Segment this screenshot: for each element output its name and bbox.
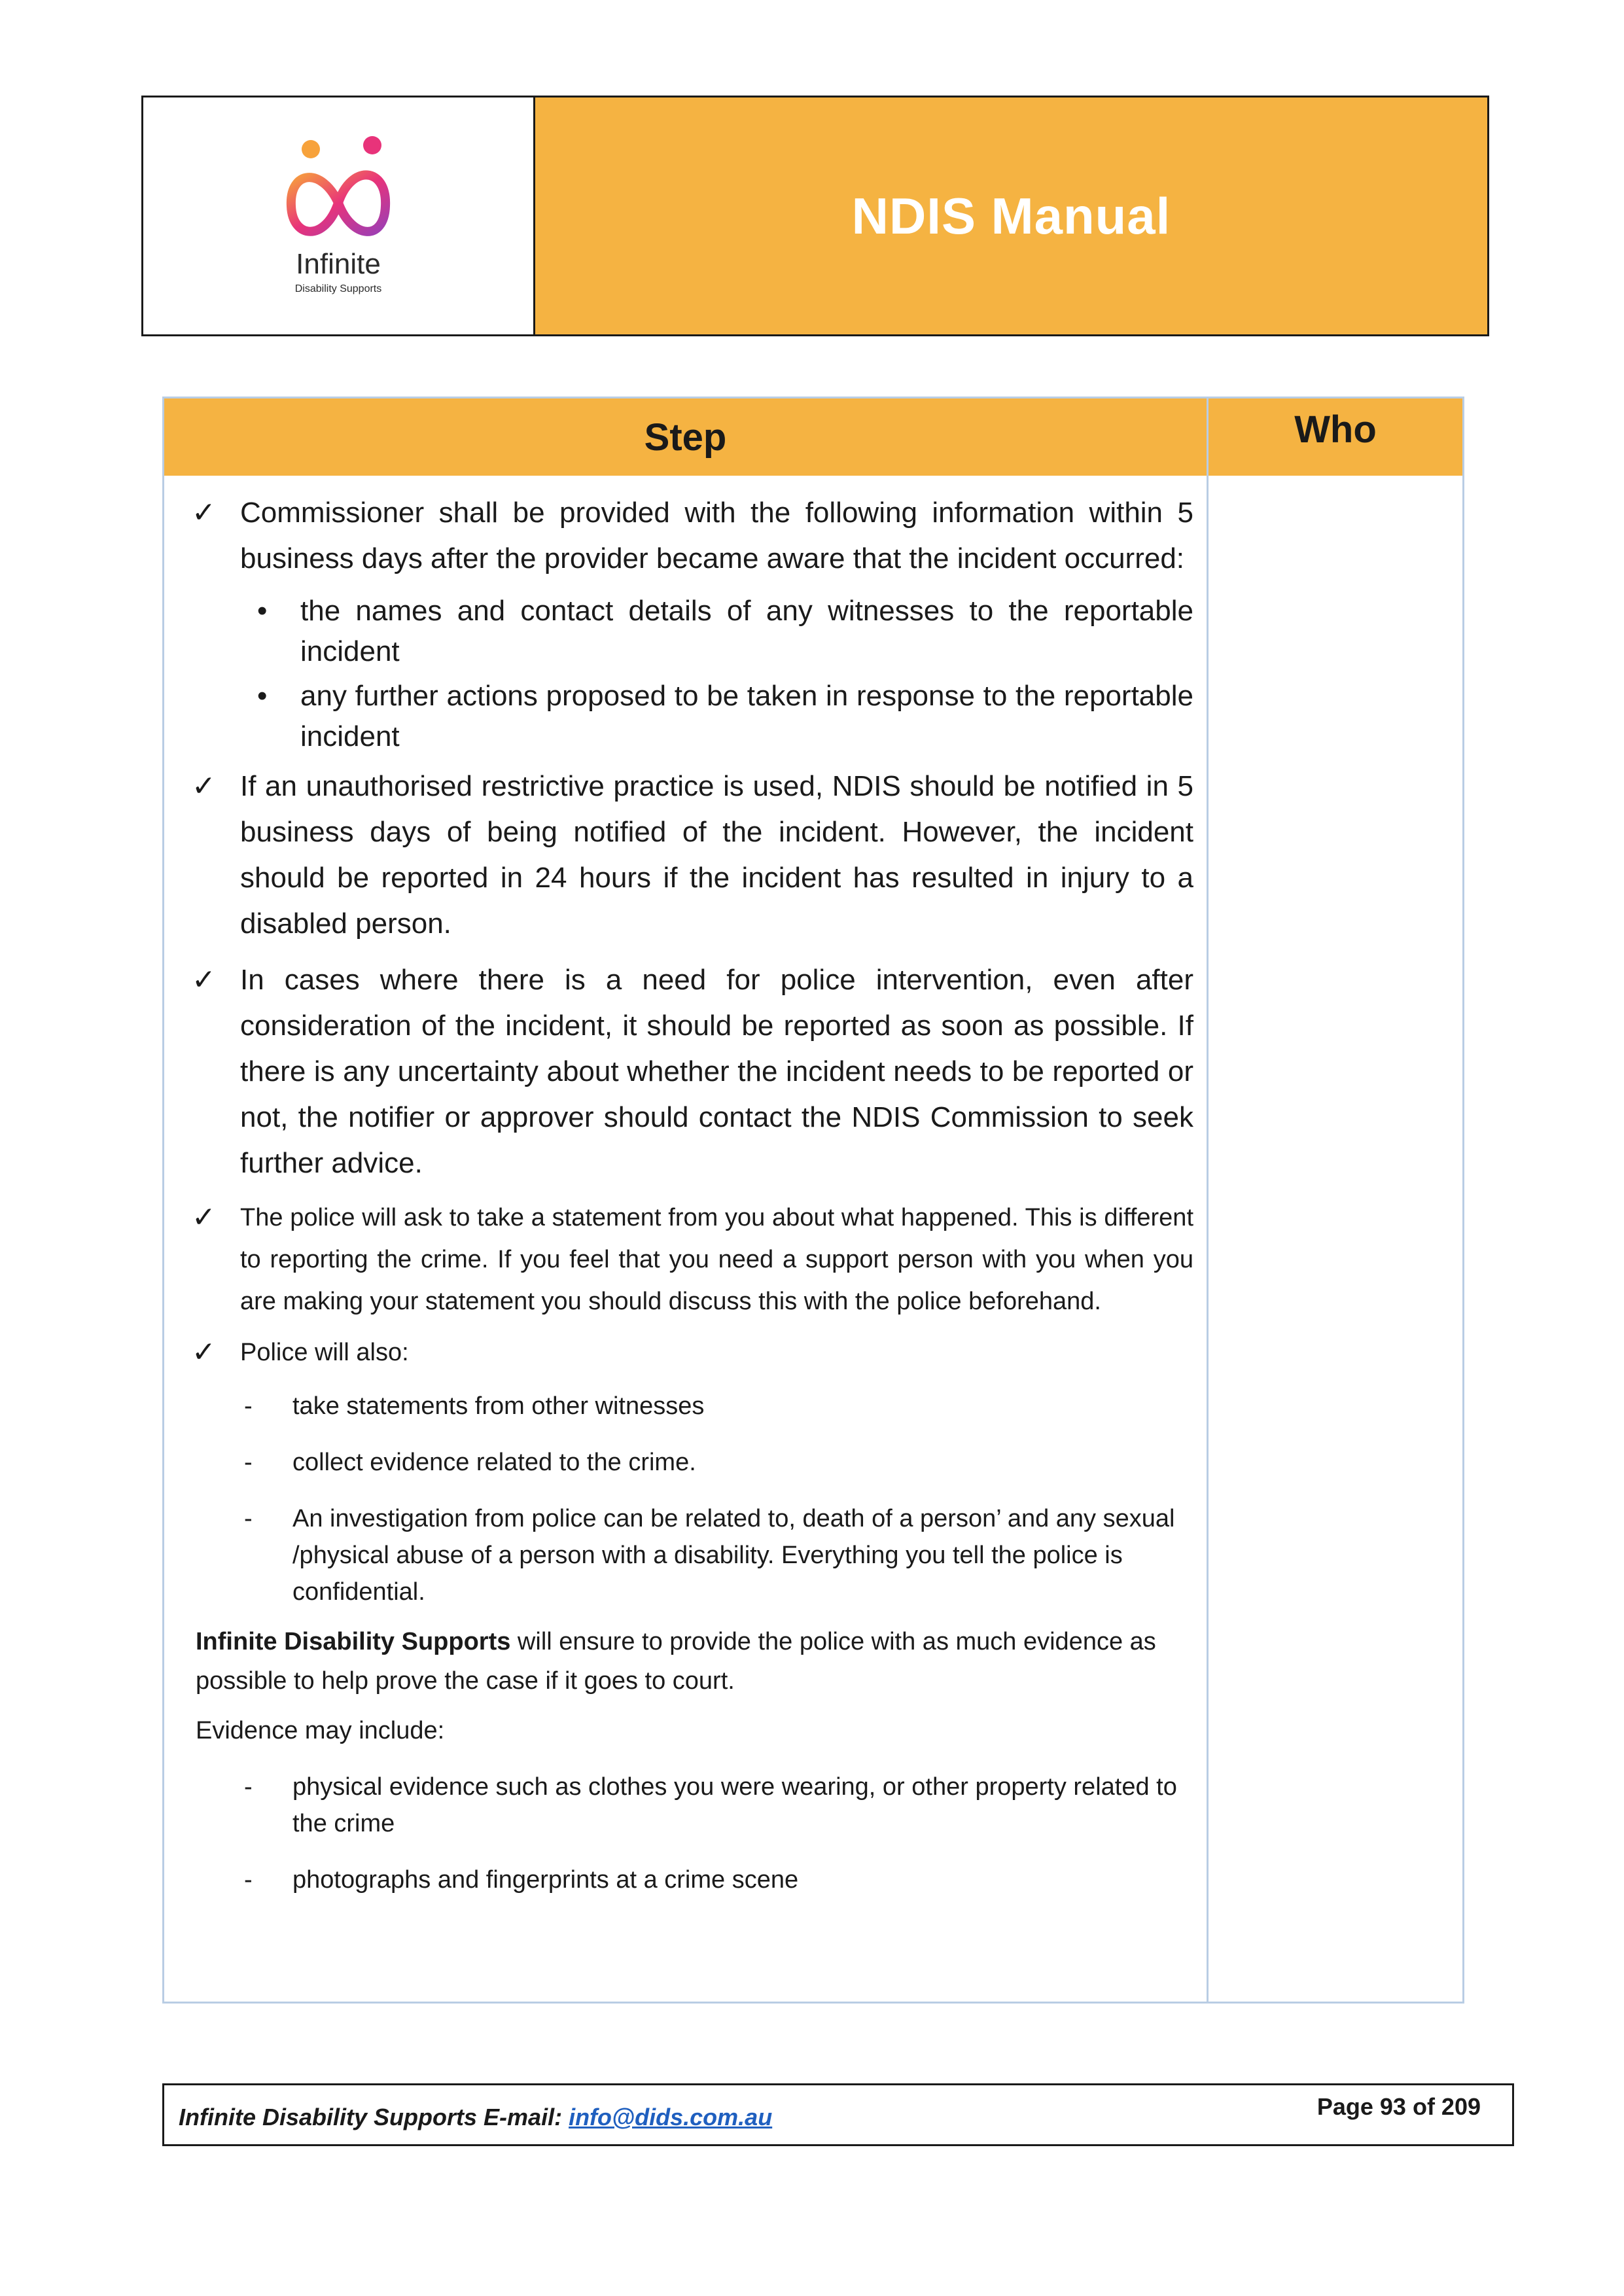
dash-item	[179, 1444, 1193, 1481]
bullet-icon: •	[257, 680, 268, 712]
footer-org-label: Infinite Disability Supports E-mail:	[179, 2104, 569, 2130]
footer-contact	[179, 2104, 772, 2131]
org-paragraph	[179, 1622, 1193, 1701]
paragraph: In cases where there is a need for police intervention, even after consideration of the incident, it should be reported as soon as possible. If there is any uncertainty about whether the incident needs to be reported or not, the notifier or approver should contact the NDIS Commission to seek further advice.	[240, 964, 1193, 1179]
check-icon: ✓	[192, 497, 216, 529]
bullet-icon: •	[257, 595, 268, 627]
logo-cell	[143, 97, 535, 334]
dash-item	[179, 1769, 1193, 1842]
check-item	[179, 490, 1193, 582]
paragraph: the names and contact details of any witnesses to the reportable incident	[300, 595, 1193, 667]
dash-icon: -	[244, 1866, 253, 1894]
paragraph: Police will also:	[240, 1339, 409, 1366]
paragraph: photographs and fingerprints at a crime scene	[292, 1866, 799, 1894]
table-body	[164, 476, 1462, 2002]
logo-word: Infinite	[296, 248, 381, 280]
check-item	[179, 957, 1193, 1186]
dash-icon: -	[244, 1449, 253, 1476]
table-header	[164, 398, 1462, 476]
bullet-item	[179, 591, 1193, 672]
paragraph: take statements from other witnesses	[292, 1392, 705, 1420]
org-text: will ensure to provide the police with as much evidence as possible to help prove the case if it goes to court.	[196, 1628, 1156, 1695]
procedure-table	[162, 397, 1464, 2004]
bullet-item	[179, 676, 1193, 757]
who-cell	[1209, 476, 1462, 2002]
check-icon: ✓	[192, 1201, 216, 1233]
org-name: Infinite Disability Supports	[196, 1628, 511, 1655]
page-footer	[162, 2083, 1514, 2146]
check-icon: ✓	[192, 964, 216, 996]
step-cell	[164, 476, 1209, 2002]
column-header-who: Who	[1294, 408, 1377, 451]
title-cell	[535, 97, 1487, 334]
paragraph: Commissioner shall be provided with the following information within 5 business days after the provider became aware that the incident occurred:	[240, 497, 1193, 574]
check-item	[179, 1197, 1193, 1322]
evidence-intro: Evidence may include:	[196, 1717, 445, 1744]
dash-icon: -	[244, 1392, 253, 1420]
dash-item	[179, 1500, 1193, 1610]
check-item	[179, 764, 1193, 947]
dash-item	[179, 1862, 1193, 1898]
page-title: NDIS Manual	[851, 186, 1171, 245]
check-icon: ✓	[192, 770, 216, 802]
column-header-step: Step	[164, 398, 1209, 476]
paragraph: any further actions proposed to be taken in response to the reportable incident	[300, 680, 1193, 752]
check-item	[179, 1332, 1193, 1373]
paragraph: physical evidence such as clothes you were wearing, or other property related to the crime	[292, 1773, 1177, 1837]
page-number: Page 93 of 209	[1316, 2093, 1481, 2120]
dash-icon: -	[244, 1505, 253, 1532]
paragraph: If an unauthorised restrictive practice is used, NDIS should be notified in 5 business days of being notified of the incident. However, the incident should be reported in 24 hours if the incident has resulted in injury to a disabled person.	[240, 770, 1193, 940]
paragraph: An investigation from police can be related to, death of a person’ and any sexual /physical abuse of a person with a disability. Everything you tell the police is confidential.	[292, 1505, 1175, 1606]
paragraph: collect evidence related to the crime.	[292, 1449, 696, 1476]
paragraph: The police will ask to take a statement from you about what happened. This is different to reporting the crime. If you feel that you need a support person with you when you are making your statement you should discuss this with the police beforehand.	[240, 1204, 1193, 1315]
dash-icon: -	[244, 1773, 253, 1801]
company-logo	[260, 131, 417, 301]
page-header	[141, 96, 1489, 336]
check-icon: ✓	[192, 1336, 216, 1368]
email-link[interactable]: info@dids.com.au	[569, 2104, 773, 2130]
logo-sub: Disability Supports	[294, 283, 382, 294]
dash-item	[179, 1388, 1193, 1424]
